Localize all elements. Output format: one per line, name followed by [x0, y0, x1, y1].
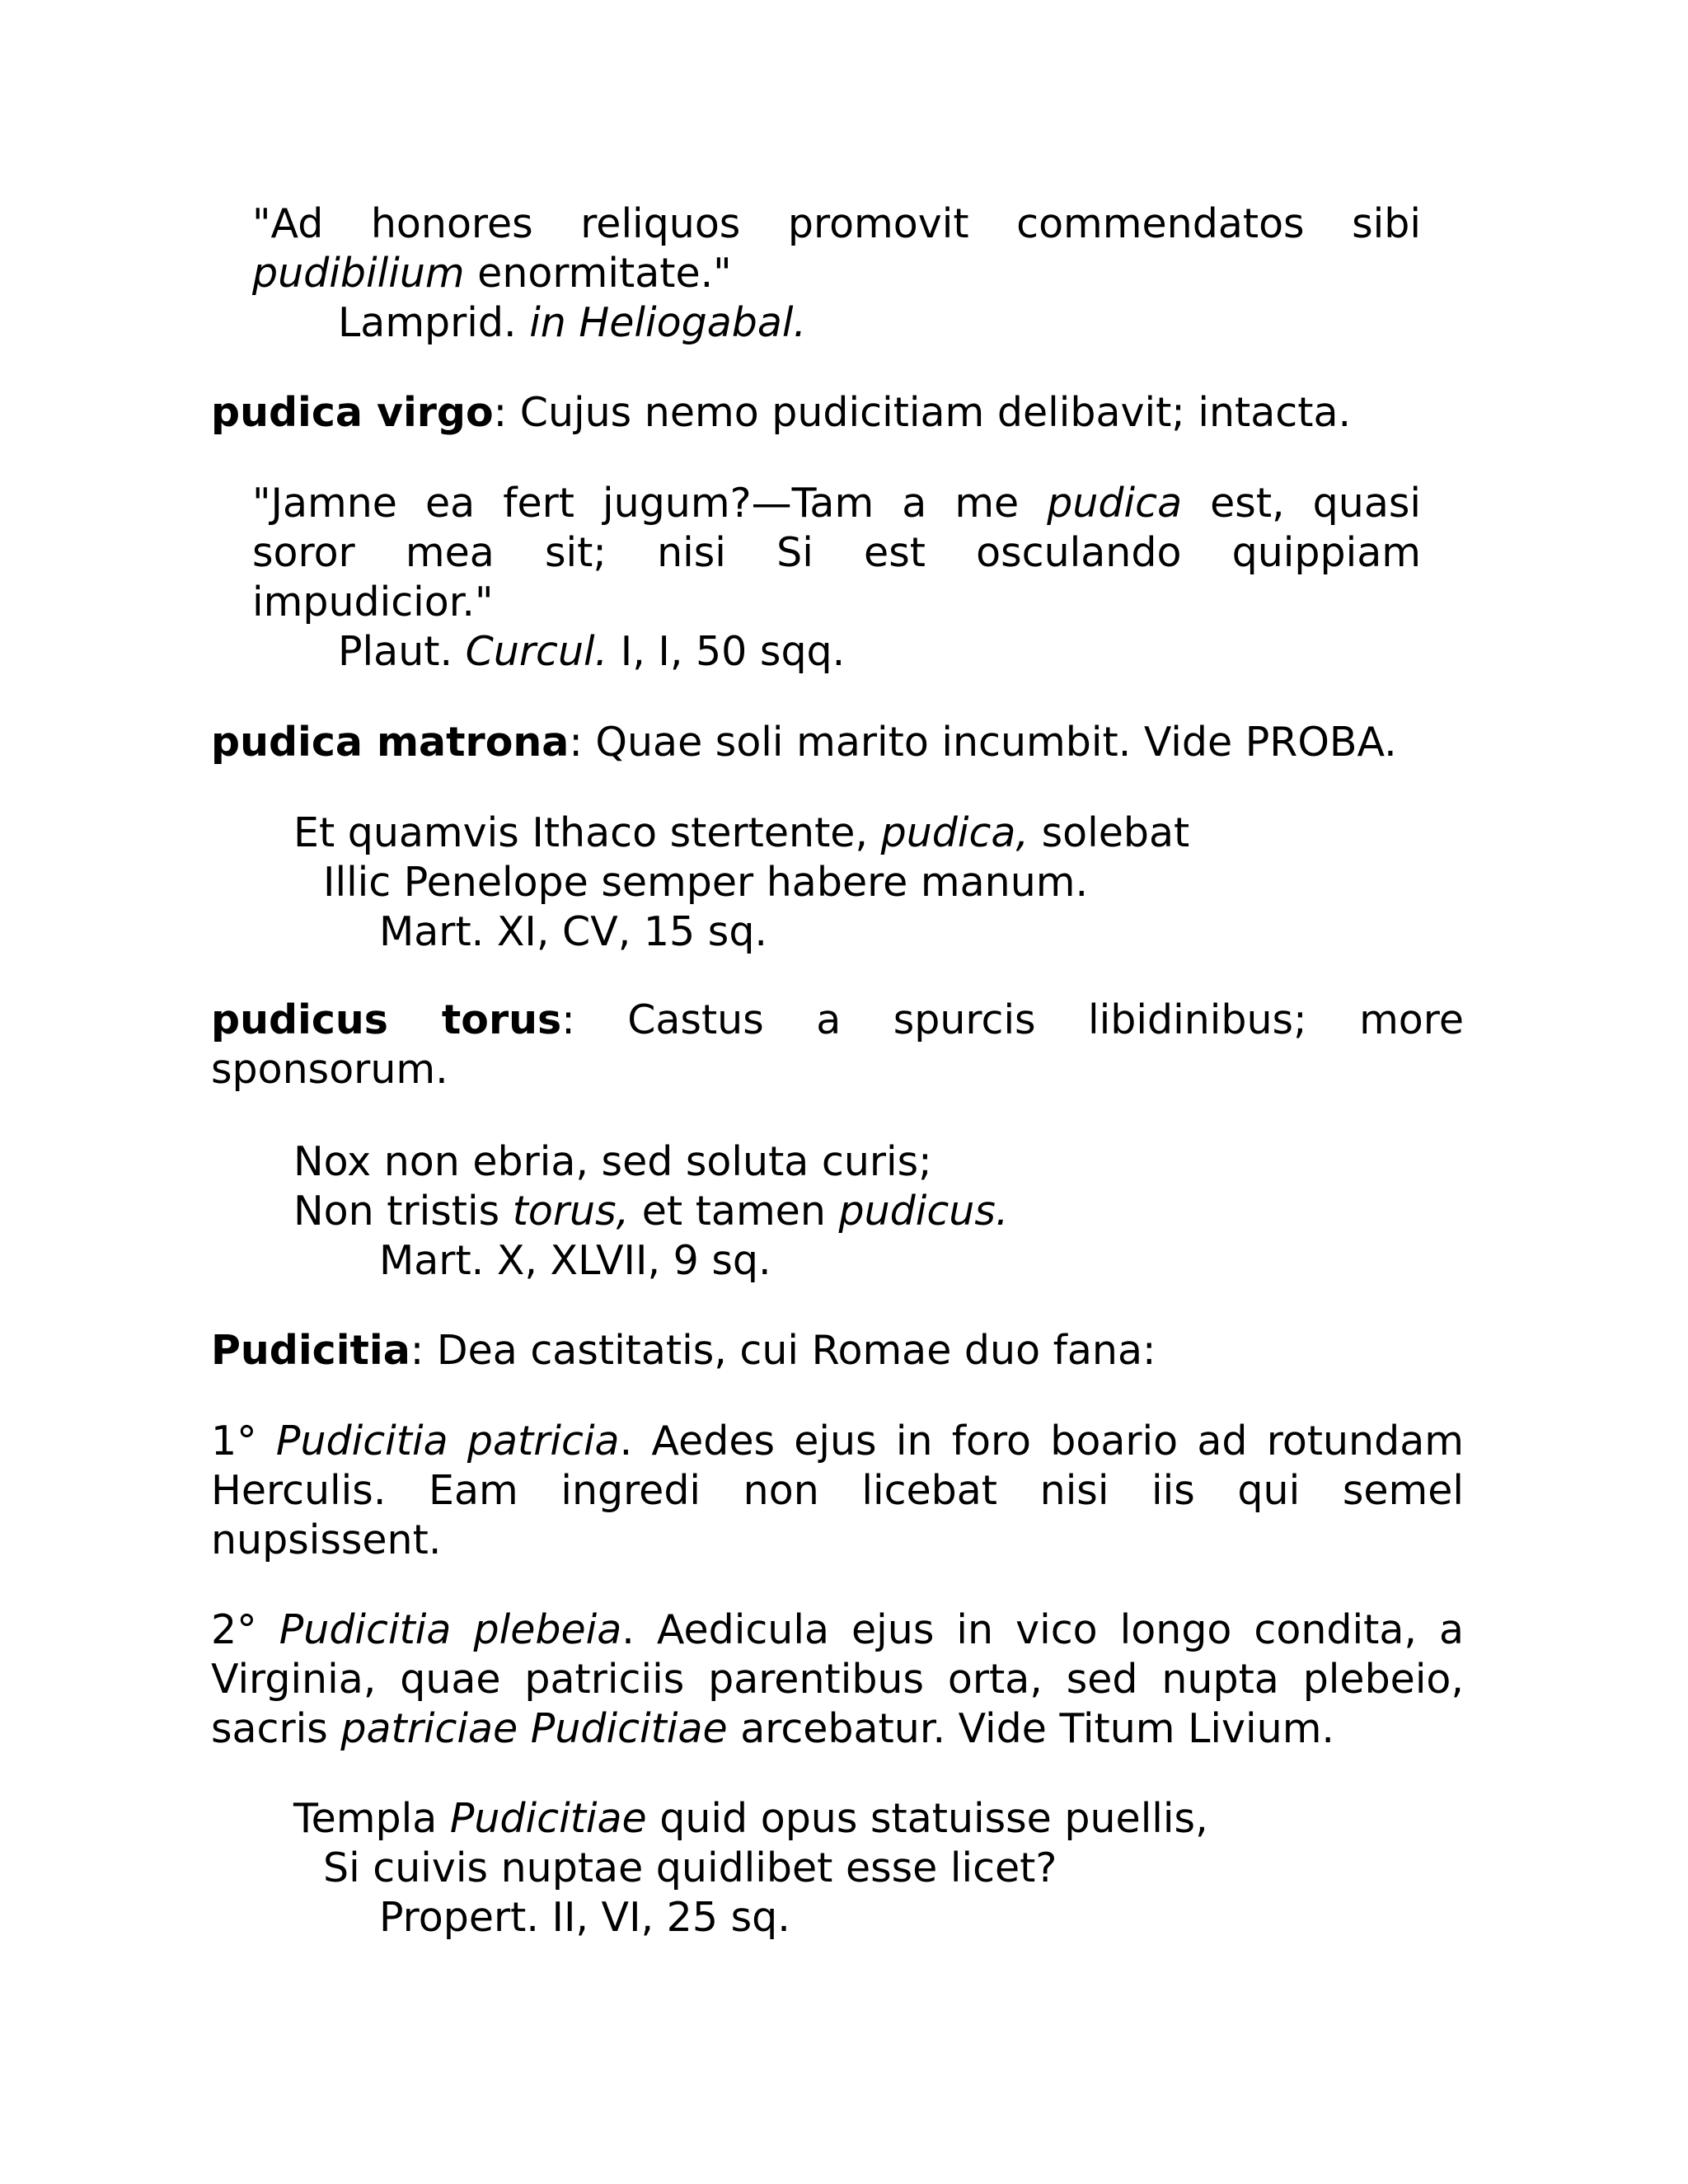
verse-text: et tamen — [629, 1188, 839, 1235]
verse-line — [293, 808, 1365, 858]
italic-term: Pudicitia patricia — [275, 1418, 620, 1465]
para-line: Virginia, quae patriciis parentibus orta, sed nupta plebeio, — [211, 1656, 1464, 1703]
quote-line — [252, 249, 1421, 298]
entry-definition: : Quae soli marito incumbit. Vide PROBA. — [569, 719, 1397, 766]
entry-term: pudica virgo — [211, 389, 494, 436]
verse-propert — [293, 1794, 1365, 1943]
italic-term: Pudicitia plebeia — [279, 1606, 622, 1653]
italic-term: pudica, — [880, 809, 1029, 856]
verse-text: quid opus statuisse puellis, — [646, 1795, 1208, 1842]
para-pudicitia-plebeia — [211, 1605, 1464, 1754]
entry-line — [211, 996, 1464, 1045]
verse-line: Si cuivis nuptae quidlibet esse licet? — [323, 1844, 1057, 1891]
citation: Mart. X, XLVII, 9 sq. — [379, 1237, 771, 1284]
citation — [252, 298, 1421, 348]
entry-definition: : Dea castitatis, cui Romae duo fana: — [410, 1327, 1156, 1374]
para-line — [211, 1704, 1464, 1754]
para-line: Herculis. Eam ingredi non licebat nisi iis qui semel — [211, 1467, 1464, 1514]
italic-term: pudicus. — [838, 1188, 1009, 1235]
quote-line — [252, 479, 1421, 528]
entry-pudicitia — [211, 1326, 1464, 1376]
quote-line: impudicior." — [252, 579, 494, 626]
citation: Mart. XI, CV, 15 sq. — [379, 908, 768, 955]
quote-lamprid — [252, 199, 1421, 348]
citation-work: in Heliogabal. — [529, 299, 807, 346]
entry-line — [211, 1326, 1464, 1376]
para-text: . Aedes ejus in foro boario ad rotundam — [619, 1418, 1464, 1465]
entry-definition: : Cujus nemo pudicitiam delibavit; intacta. — [493, 389, 1352, 436]
entry-pudicus-torus — [211, 996, 1464, 1094]
verse-mart-x — [293, 1137, 1365, 1286]
italic-term: torus, — [512, 1188, 630, 1235]
para-text: . Aedicula ejus in vico longo condita, a — [621, 1606, 1464, 1653]
citation-ref: I, I, 50 sqq. — [607, 628, 846, 675]
entry-term: Pudicitia — [211, 1327, 410, 1374]
entry-pudica-virgo — [211, 388, 1464, 438]
verse-line — [293, 1794, 1365, 1844]
verse-line: Illic Penelope semper habere manum. — [323, 859, 1089, 906]
quote-text: "Jamne ea fert jugum?—Tam a me — [252, 480, 1048, 527]
verse-line — [293, 1187, 1365, 1236]
italic-term: pudica — [1047, 480, 1183, 527]
para-line — [211, 1605, 1464, 1655]
italic-term: patriciae Pudicitiae — [340, 1705, 728, 1752]
entry-pudica-matrona — [211, 718, 1464, 767]
verse-text: Et quamvis Ithaco stertente, — [293, 809, 881, 856]
entry-term: pudica matrona — [211, 719, 570, 766]
citation-author: Lamprid. — [338, 299, 530, 346]
verse-line: Nox non ebria, sed soluta curis; — [293, 1138, 932, 1185]
citation — [252, 627, 1421, 677]
verse-text: Non tristis — [293, 1188, 513, 1235]
quote-line: soror mea sit; nisi Si est osculando quippiam — [252, 529, 1421, 576]
entry-definition: : Castus a spurcis libidinibus; more — [561, 996, 1464, 1043]
verse-text: Templa — [293, 1795, 450, 1842]
quote-text: est, quasi — [1182, 480, 1421, 527]
verse-text: solebat — [1029, 809, 1190, 856]
citation-author: Plaut. — [338, 628, 466, 675]
citation: Propert. II, VI, 25 sq. — [379, 1894, 790, 1941]
italic-term: Pudicitiae — [449, 1795, 647, 1842]
para-text: sacris — [211, 1705, 341, 1752]
para-number: 2° — [211, 1606, 279, 1653]
quote-line: "Ad honores reliquos promovit commendatos sibi — [252, 200, 1421, 247]
para-text: arcebatur. Vide Titum Livium. — [727, 1705, 1334, 1752]
entry-line — [211, 718, 1464, 767]
quote-plaut — [252, 479, 1421, 677]
quote-text: enormitate." — [464, 250, 732, 297]
para-line — [211, 1417, 1464, 1466]
para-line: nupsissent. — [211, 1516, 442, 1563]
verse-mart-xi — [293, 808, 1365, 957]
citation-work: Curcul. — [465, 628, 608, 675]
entry-term: pudicus torus — [211, 996, 562, 1043]
para-pudicitia-patricia — [211, 1417, 1464, 1565]
entry-line — [211, 388, 1464, 438]
italic-term: pudibilium — [252, 250, 465, 297]
entry-line: sponsorum. — [211, 1046, 448, 1093]
para-number: 1° — [211, 1418, 276, 1465]
